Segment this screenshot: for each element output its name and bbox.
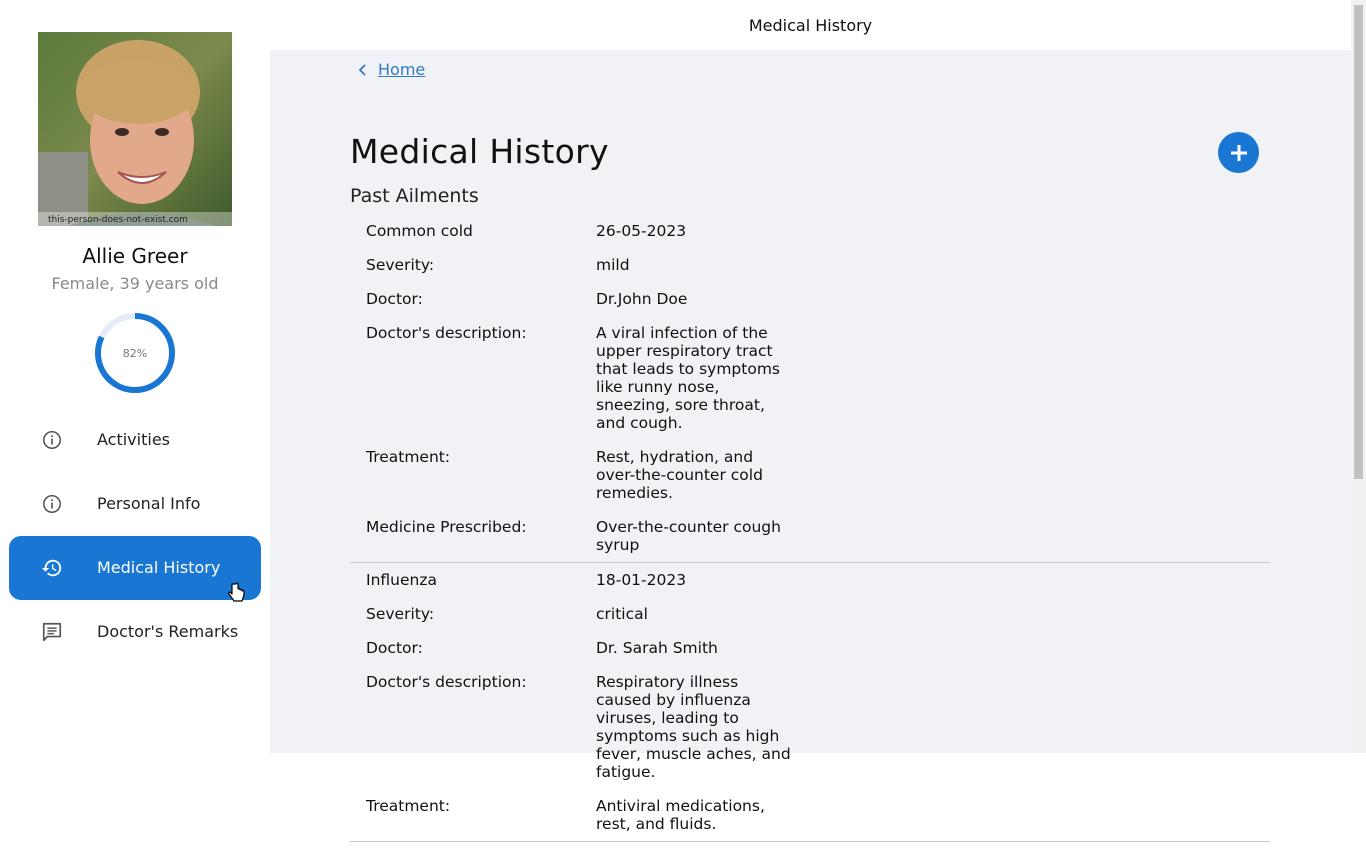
- sidebar-item-label: Medical History: [97, 558, 221, 577]
- field-label: Doctor:: [366, 290, 423, 308]
- chevron-left-icon[interactable]: [356, 63, 370, 77]
- user-name: Allie Greer: [82, 244, 188, 268]
- add-record-button[interactable]: [1218, 132, 1259, 173]
- records-list: [350, 222, 1270, 850]
- main-content: [270, 50, 1351, 833]
- info-icon: [41, 429, 63, 451]
- record-item: [350, 222, 1270, 563]
- section-title: Past Ailments: [350, 185, 479, 207]
- severity-row: [350, 256, 1270, 274]
- doctor-value: Dr.John Doe: [596, 290, 688, 308]
- user-meta: Female, 39 years old: [51, 274, 219, 293]
- avatar-watermark: this-person-does-not-exist.com: [48, 215, 188, 225]
- record-item: [350, 571, 1270, 842]
- description-value: Respiratory illness caused by influenza viruses, leading to symptoms such as high fever, muscle aches, and fatigue.: [596, 673, 791, 781]
- treatment-row: [350, 797, 1270, 833]
- doctor-row: [350, 290, 1270, 308]
- plus-icon: [1228, 142, 1250, 164]
- description-row: [350, 673, 1270, 781]
- doctor-value: Dr. Sarah Smith: [596, 639, 718, 657]
- treatment-row: [350, 448, 1270, 502]
- hand-cursor-icon: [226, 582, 246, 604]
- sidebar-item-activities[interactable]: [9, 408, 261, 472]
- scrollbar[interactable]: [1351, 0, 1366, 753]
- field-label: Medicine Prescribed:: [366, 518, 527, 536]
- window-title: Medical History: [748, 15, 873, 35]
- description-row: [350, 324, 1270, 432]
- doctor-row: [350, 639, 1270, 657]
- info-icon: [41, 493, 63, 515]
- page-title: Medical History: [350, 132, 609, 171]
- record-header-row: [350, 222, 1270, 240]
- scrollbar-thumb[interactable]: [1354, 5, 1363, 479]
- treatment-value: Antiviral medications, rest, and fluids.: [596, 797, 765, 833]
- breadcrumb-home-link[interactable]: Home: [378, 60, 426, 79]
- sidebar-item-label: Doctor's Remarks: [97, 622, 239, 641]
- sidebar-item-label: Activities: [97, 430, 170, 449]
- sidebar-item-label: Personal Info: [97, 494, 201, 513]
- ailment-date: 26-05-2023: [596, 222, 687, 240]
- ailment-name: Common cold: [366, 222, 473, 240]
- comment-icon: [41, 621, 63, 643]
- treatment-value: Rest, hydration, and over-the-counter cold remedies.: [596, 448, 763, 502]
- field-label: Doctor:: [366, 639, 423, 657]
- severity-row: [350, 605, 1270, 623]
- medicine-row: [350, 518, 1270, 554]
- medicine-value: Over-the-counter cough syrup: [596, 518, 781, 554]
- avatar: [38, 32, 232, 226]
- field-label: Severity:: [366, 256, 435, 274]
- field-label: Treatment:: [366, 797, 451, 815]
- description-value: A viral infection of the upper respiratory tract that leads to symptoms like runny nose, sneezing, sore throat, and cough.: [596, 324, 780, 432]
- sidebar-item-personal-info[interactable]: [9, 472, 261, 536]
- profile-progress-ring: [93, 311, 177, 395]
- severity-value: mild: [596, 256, 630, 274]
- history-icon: [41, 557, 63, 579]
- sidebar: [0, 0, 270, 753]
- field-label: Severity:: [366, 605, 435, 623]
- field-label: Treatment:: [366, 448, 451, 466]
- progress-label: 82%: [122, 346, 148, 360]
- record-header-row: [350, 571, 1270, 589]
- ailment-date: 18-01-2023: [596, 571, 687, 589]
- top-bar: [270, 0, 1351, 50]
- sidebar-item-doctors-remarks[interactable]: [9, 600, 261, 664]
- severity-value: critical: [596, 605, 648, 623]
- ailment-name: Influenza: [366, 571, 437, 589]
- sidebar-item-medical-history[interactable]: [9, 536, 261, 600]
- field-label: Doctor's description:: [366, 673, 527, 691]
- field-label: Doctor's description:: [366, 324, 527, 342]
- breadcrumb: [356, 60, 425, 79]
